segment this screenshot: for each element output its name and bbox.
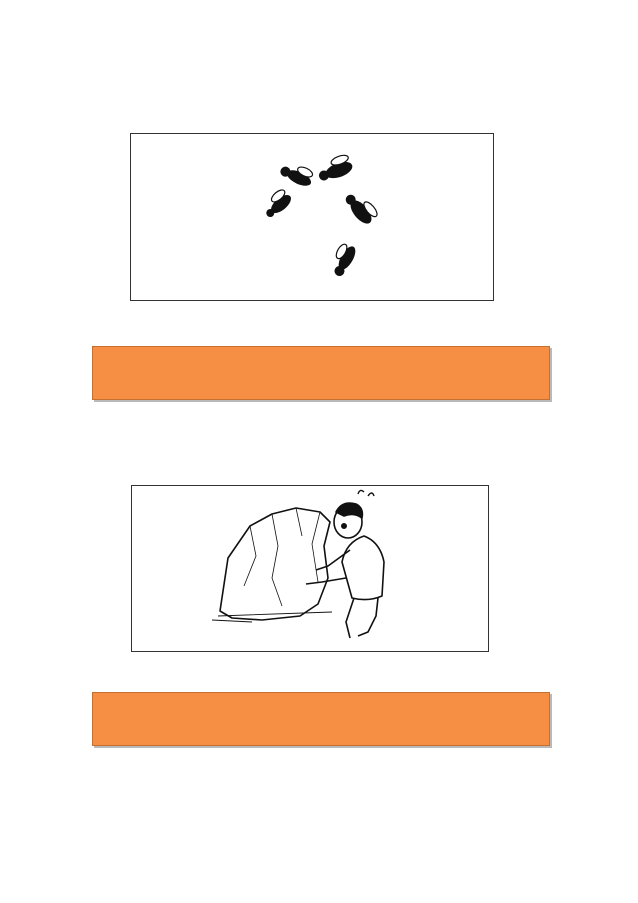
- man-pushing-boulder-illustration: [132, 486, 488, 651]
- question-38-answer-box: [92, 692, 550, 746]
- question-38-picture-frame: [131, 485, 489, 652]
- question-37-picture-frame: [130, 133, 494, 301]
- bees-on-honeycomb-illustration: [131, 134, 493, 300]
- question-37-answer-box: [92, 346, 550, 400]
